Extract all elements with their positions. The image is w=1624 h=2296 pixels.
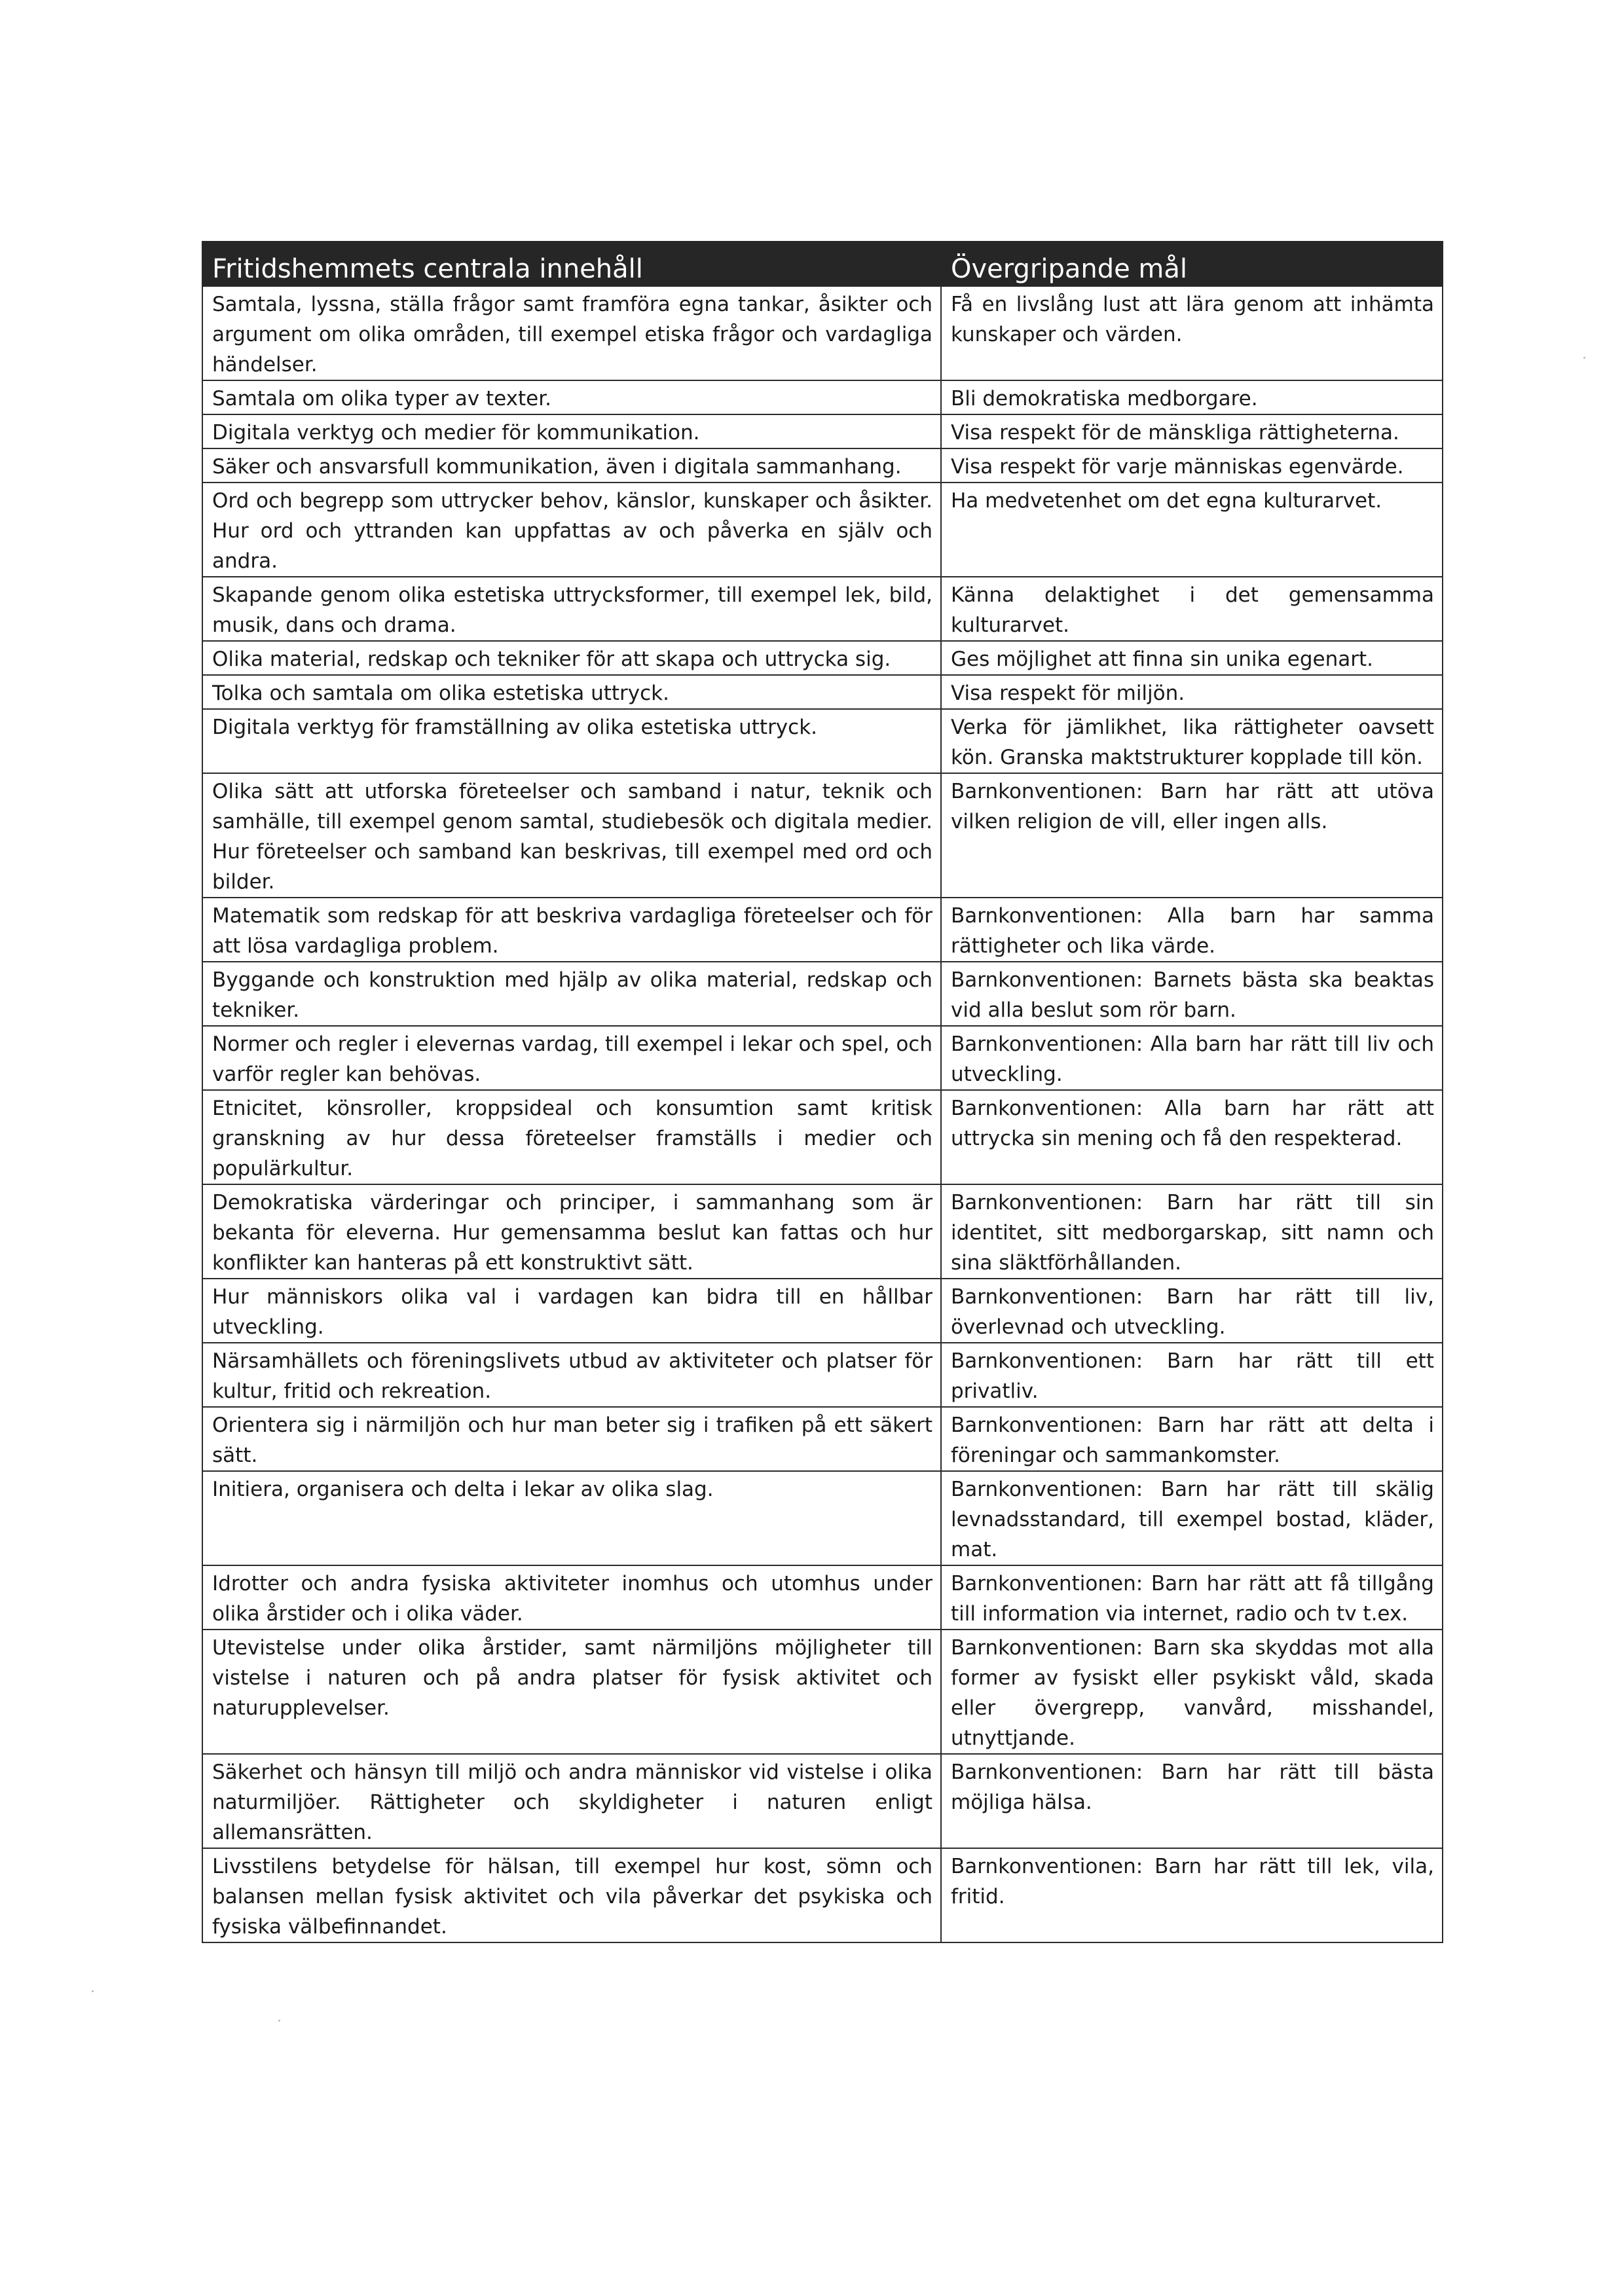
goal-cell: Barnkonventionen: Alla barn har rätt att uttrycka sin mening och få den respekterad. <box>941 1090 1443 1184</box>
goal-cell: Visa respekt för varje människas egenvärde. <box>941 448 1443 483</box>
goal-cell: Visa respekt för de mänskliga rättigheterna. <box>941 414 1443 448</box>
content-cell: Olika material, redskap och tekniker för att skapa och uttrycka sig. <box>202 641 941 675</box>
table-row <box>202 1407 1443 1471</box>
goal-cell: Barnkonventionen: Barn har rätt till liv, överlevnad och utveckling. <box>941 1279 1443 1343</box>
content-cell: Byggande och konstruktion med hjälp av olika material, redskap och tekniker. <box>202 962 941 1026</box>
content-cell: Initiera, organisera och delta i lekar av olika slag. <box>202 1471 941 1565</box>
goal-cell: Barnkonventionen: Barn ska skyddas mot alla former av fysiskt eller psykiskt våld, skada eller övergrepp, vanvård, misshandel, utnyttjande. <box>941 1630 1443 1754</box>
header-goals: Övergripande mål <box>941 242 1443 286</box>
content-cell: Idrotter och andra fysiska aktiviteter inomhus och utomhus under olika årstider och i olika väder. <box>202 1565 941 1630</box>
table-row <box>202 1565 1443 1630</box>
content-cell: Livsstilens betydelse för hälsan, till exempel hur kost, sömn och balansen mellan fysisk aktivitet och vila påverkar det psykiska och fysiska välbefinnandet. <box>202 1848 941 1942</box>
goal-cell: Barnkonventionen: Barnets bästa ska beaktas vid alla beslut som rör barn. <box>941 962 1443 1026</box>
content-cell: Etnicitet, könsroller, kroppsideal och konsumtion samt kritisk granskning av hur dessa företeelser framställs i medier och populärkultur. <box>202 1090 941 1184</box>
goal-cell: Barnkonventionen: Alla barn har samma rättigheter och lika värde. <box>941 898 1443 962</box>
table-row <box>202 675 1443 709</box>
content-cell: Närsamhällets och föreningslivets utbud av aktiviteter och platser för kultur, fritid och rekreation. <box>202 1343 941 1407</box>
content-cell: Digitala verktyg för framställning av olika estetiska uttryck. <box>202 709 941 773</box>
content-cell: Matematik som redskap för att beskriva vardagliga företeelser och för att lösa vardagliga problem. <box>202 898 941 962</box>
goal-cell: Verka för jämlikhet, lika rättigheter oavsett kön. Granska maktstrukturer kopplade till kön. <box>941 709 1443 773</box>
table-row <box>202 1471 1443 1565</box>
goal-cell: Barnkonventionen: Barn har rätt till skälig levnadsstandard, till exempel bostad, kläder, mat. <box>941 1471 1443 1565</box>
goal-cell: Bli demokratiska medborgare. <box>941 380 1443 414</box>
goal-cell: Visa respekt för miljön. <box>941 675 1443 709</box>
goal-cell: Barnkonventionen: Barn har rätt till sin identitet, sitt medborgarskap, sitt namn och sina släktförhållanden. <box>941 1184 1443 1279</box>
goal-cell: Barnkonventionen: Barn har rätt att utöva vilken religion de vill, eller ingen alls. <box>941 773 1443 898</box>
content-cell: Demokratiska värderingar och principer, i sammanhang som är bekanta för eleverna. Hur gemensamma beslut kan fattas och hur konflikter kan hanteras på ett konstruktivt sätt. <box>202 1184 941 1279</box>
content-cell: Normer och regler i elevernas vardag, till exempel i lekar och spel, och varför regler kan behövas. <box>202 1026 941 1090</box>
table-row <box>202 1754 1443 1848</box>
table-row <box>202 1184 1443 1279</box>
header-content: Fritidshemmets centrala innehåll <box>202 242 941 286</box>
table-row <box>202 1343 1443 1407</box>
table-row <box>202 1026 1443 1090</box>
table-row <box>202 962 1443 1026</box>
scan-speck <box>278 2020 280 2022</box>
content-cell: Säker och ansvarsfull kommunikation, även i digitala sammanhang. <box>202 448 941 483</box>
goal-cell: Barnkonventionen: Barn har rätt att delta i föreningar och sammankomster. <box>941 1407 1443 1471</box>
table-row <box>202 898 1443 962</box>
table-row <box>202 641 1443 675</box>
goal-cell: Barnkonventionen: Alla barn har rätt till liv och utveckling. <box>941 1026 1443 1090</box>
table-row <box>202 773 1443 898</box>
scan-speck <box>92 1990 94 1992</box>
table-row <box>202 483 1443 577</box>
table-row <box>202 414 1443 448</box>
content-cell: Skapande genom olika estetiska uttrycksformer, till exempel lek, bild, musik, dans och drama. <box>202 577 941 641</box>
goal-cell: Känna delaktighet i det gemensamma kulturarvet. <box>941 577 1443 641</box>
content-cell: Orientera sig i närmiljön och hur man beter sig i trafiken på ett säkert sätt. <box>202 1407 941 1471</box>
content-cell: Tolka och samtala om olika estetiska uttryck. <box>202 675 941 709</box>
table-row <box>202 1279 1443 1343</box>
table-row <box>202 448 1443 483</box>
content-cell: Hur människors olika val i vardagen kan bidra till en hållbar utveckling. <box>202 1279 941 1343</box>
table-row <box>202 1630 1443 1754</box>
goal-cell: Ges möjlighet att finna sin unika egenart. <box>941 641 1443 675</box>
content-cell: Utevistelse under olika årstider, samt närmiljöns möjligheter till vistelse i naturen och på andra platser för fysisk aktivitet och naturupplevelser. <box>202 1630 941 1754</box>
content-cell: Säkerhet och hänsyn till miljö och andra människor vid vistelse i olika naturmiljöer. Rättigheter och skyldigheter i naturen enligt allemansrätten. <box>202 1754 941 1848</box>
scan-speck <box>1583 357 1585 359</box>
table-row <box>202 709 1443 773</box>
table-header-row <box>202 242 1443 286</box>
table-row <box>202 577 1443 641</box>
table-row <box>202 380 1443 414</box>
goal-cell: Barnkonventionen: Barn har rätt att få tillgång till information via internet, radio och tv t.ex. <box>941 1565 1443 1630</box>
content-cell: Olika sätt att utforska företeelser och samband i natur, teknik och samhälle, till exempel genom samtal, studiebesök och digitala medier. Hur företeelser och samband kan beskrivas, till exempel med ord och bilder. <box>202 773 941 898</box>
table-row <box>202 286 1443 380</box>
goal-cell: Barnkonventionen: Barn har rätt till lek, vila, fritid. <box>941 1848 1443 1942</box>
table-body <box>202 286 1443 1942</box>
content-cell: Digitala verktyg och medier för kommunikation. <box>202 414 941 448</box>
goal-cell: Barnkonventionen: Barn har rätt till bästa möjliga hälsa. <box>941 1754 1443 1848</box>
content-cell: Ord och begrepp som uttrycker behov, känslor, kunskaper och åsikter. Hur ord och yttranden kan uppfattas av och påverka en själv och andra. <box>202 483 941 577</box>
curriculum-table <box>202 241 1443 1943</box>
goal-cell: Få en livslång lust att lära genom att inhämta kunskaper och värden. <box>941 286 1443 380</box>
table-row <box>202 1848 1443 1942</box>
table-row <box>202 1090 1443 1184</box>
content-cell: Samtala, lyssna, ställa frågor samt framföra egna tankar, åsikter och argument om olika områden, till exempel etiska frågor och vardagliga händelser. <box>202 286 941 380</box>
goal-cell: Ha medvetenhet om det egna kulturarvet. <box>941 483 1443 577</box>
content-cell: Samtala om olika typer av texter. <box>202 380 941 414</box>
goal-cell: Barnkonventionen: Barn har rätt till ett privatliv. <box>941 1343 1443 1407</box>
